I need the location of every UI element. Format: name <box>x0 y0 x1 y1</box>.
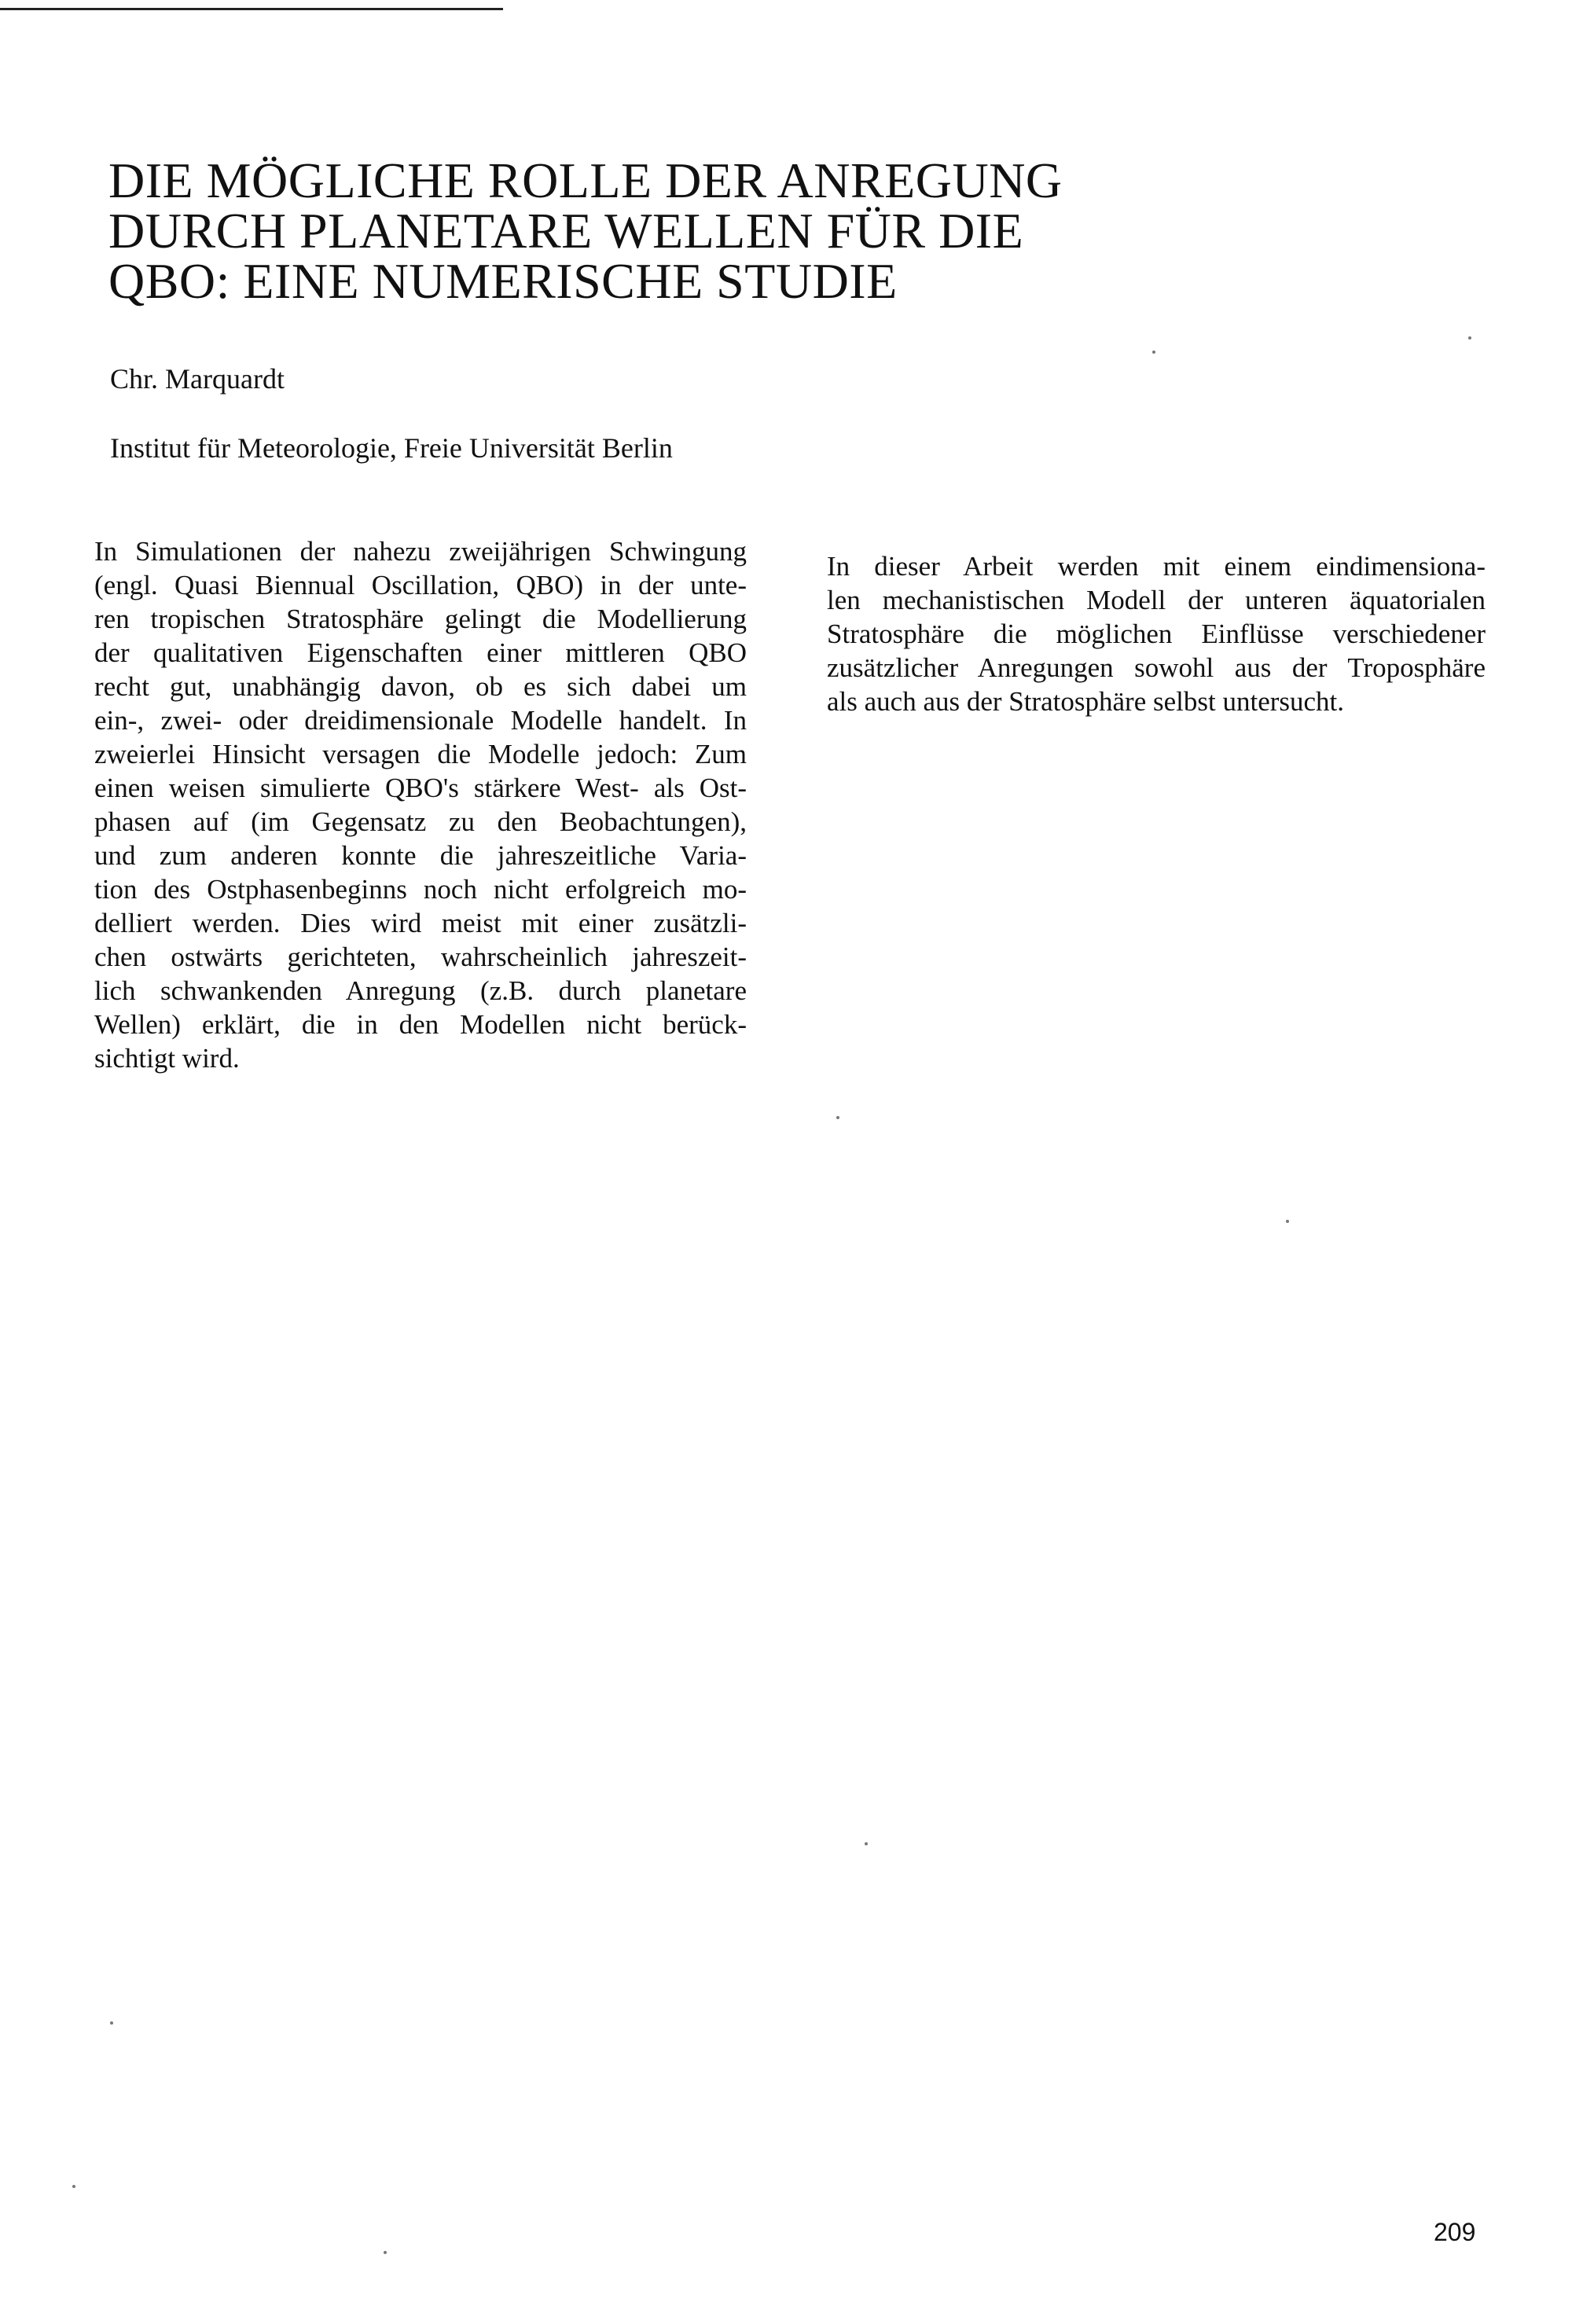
text-line: der qualitativen Eigenschaften einer mittleren QBO <box>94 637 747 668</box>
text-line: recht gut, unabhängig davon, ob es sich dabei um <box>94 671 747 702</box>
scan-speck <box>1286 1220 1289 1223</box>
title-line: DIE MÖGLICHE ROLLE DER ANREGUNG <box>108 152 1063 208</box>
scan-speck <box>1468 336 1471 340</box>
text-line: Stratosphäre die möglichen Einflüsse verschiedener <box>827 619 1486 649</box>
scan-speck <box>110 2021 113 2025</box>
right-column <box>827 549 1486 718</box>
left-column <box>94 534 747 1075</box>
scan-speck <box>836 1116 839 1119</box>
text-line: In dieser Arbeit werden mit einem eindimensiona- <box>827 551 1486 582</box>
scan-speck <box>384 2251 387 2254</box>
top-rule <box>0 8 503 10</box>
text-line: phasen auf (im Gegensatz zu den Beobachtungen), <box>94 806 747 837</box>
text-line: und zum anderen konnte die jahreszeitliche Varia- <box>94 840 747 871</box>
text-line: zusätzlicher Anregungen sowohl aus der Troposphäre <box>827 652 1486 683</box>
page-number: 209 <box>1434 2218 1476 2246</box>
text-line: len mechanistischen Modell der unteren äquatorialen <box>827 585 1486 615</box>
scan-speck <box>865 1842 868 1845</box>
text-line: Wellen) erklärt, die in den Modellen nicht berück- <box>94 1009 747 1040</box>
title-line: QBO: EINE NUMERISCHE STUDIE <box>108 253 898 309</box>
text-line: ein-, zwei- oder dreidimensionale Modelle handelt. In <box>94 705 747 736</box>
affiliation: Institut für Meteorologie, Freie Universität Berlin <box>110 432 673 464</box>
scan-speck <box>72 2185 75 2188</box>
text-line: tion des Ostphasenbeginns noch nicht erfolgreich mo- <box>94 874 747 905</box>
text-line: einen weisen simulierte QBO's stärkere West- als Ost- <box>94 773 747 803</box>
title-line: DURCH PLANETARE WELLEN FÜR DIE <box>108 203 1024 259</box>
text-line: In Simulationen der nahezu zweijährigen Schwingung <box>94 536 747 567</box>
text-line: (engl. Quasi Biennual Oscillation, QBO) in der unte- <box>94 570 747 600</box>
author: Chr. Marquardt <box>110 363 285 395</box>
text-line: ren tropischen Stratosphäre gelingt die Modellierung <box>94 604 747 634</box>
abstract-paragraph <box>94 534 747 1075</box>
scan-speck <box>1152 351 1155 354</box>
text-line: lich schwankenden Anregung (z.B. durch planetare <box>94 975 747 1006</box>
paper-title <box>108 152 1209 309</box>
text-line: sichtigt wird. <box>94 1043 240 1074</box>
body-paragraph <box>827 549 1486 718</box>
text-line: delliert werden. Dies wird meist mit einer zusätzli- <box>94 908 747 938</box>
text-line: als auch aus der Stratosphäre selbst untersucht. <box>827 686 1345 717</box>
text-line: chen ostwärts gerichteten, wahrscheinlich jahreszeit- <box>94 942 747 972</box>
text-line: zweierlei Hinsicht versagen die Modelle jedoch: Zum <box>94 739 747 769</box>
